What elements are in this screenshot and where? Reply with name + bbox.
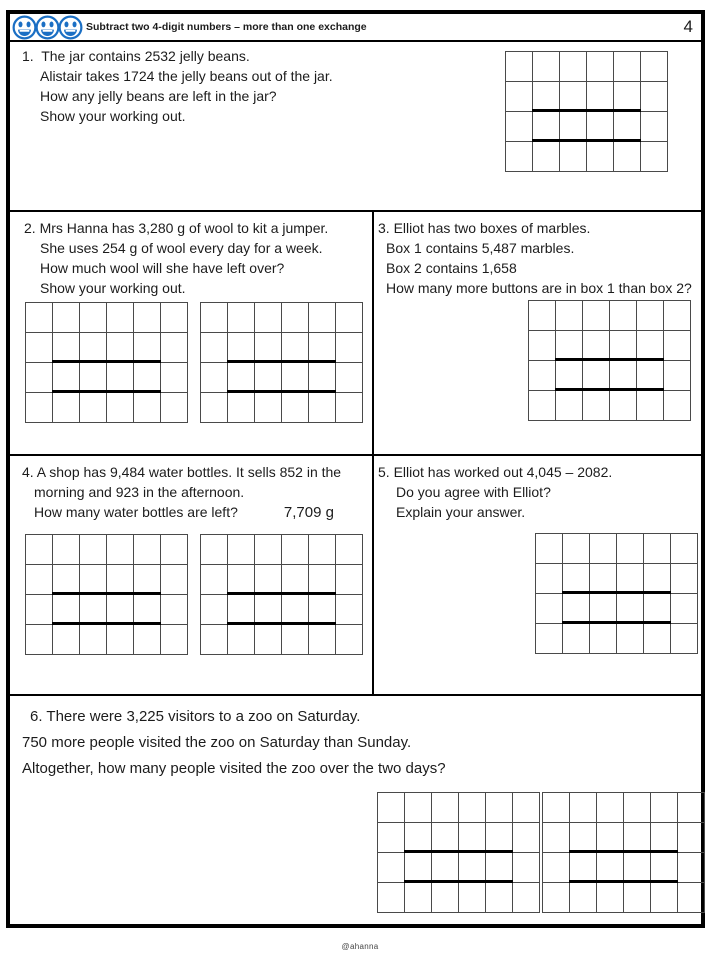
question-4 (22, 462, 341, 523)
answer-box-line (404, 880, 513, 883)
question-text-line: Do you agree with Elliot? (396, 484, 551, 500)
smiley-icon (12, 15, 37, 40)
answer-box-line (52, 390, 161, 393)
worksheet-sheet (6, 10, 705, 928)
answer-box-line (404, 850, 513, 853)
working-grid[interactable] (25, 302, 188, 423)
working-grid[interactable] (542, 792, 705, 913)
question-text-line: Box 2 contains 1,658 (386, 260, 517, 276)
answer-box-line (562, 591, 671, 594)
handwritten-answer: 7,709 g (283, 504, 334, 521)
working-grid[interactable] (535, 533, 698, 654)
answer-box-line (569, 850, 678, 853)
working-grid[interactable] (377, 792, 540, 913)
question-text-line: 4. A shop has 9,484 water bottles. It sells 852 in the (22, 464, 342, 480)
question-text-line: 2. Mrs Hanna has 3,280 g of wool to kit a jumper. (24, 220, 329, 236)
question-text: How many water bottles are left? (34, 504, 238, 520)
question-text-line: Show your working out. (40, 108, 186, 124)
question-text-line: How much wool will she have left over? (40, 260, 285, 276)
question-text-line: 1. The jar contains 2532 jelly beans. (22, 48, 250, 64)
question-6 (22, 704, 446, 782)
question-text-line: Altogether, how many people visited the zoo over the two days? (22, 760, 446, 777)
question-text-line: Alistair takes 1724 the jelly beans out of the jar. (40, 68, 333, 84)
working-grid[interactable] (505, 51, 668, 172)
question-text-line: 750 more people visited the zoo on Saturday than Sunday. (22, 734, 412, 751)
answer-box-line (562, 621, 671, 624)
question-2 (24, 218, 328, 298)
question-text-line: morning and 923 in the afternoon. (34, 484, 245, 500)
answer-box-line (52, 622, 161, 625)
answer-box-line (227, 390, 336, 393)
answer-box-line (555, 358, 664, 361)
smiley-icons (10, 15, 81, 40)
question-text-line: Box 1 contains 5,487 marbles. (386, 240, 575, 256)
question-text-line: How any jelly beans are left in the jar? (40, 88, 277, 104)
question-text-line (22, 502, 341, 523)
smiley-icon (58, 15, 83, 40)
answer-box-line (227, 360, 336, 363)
answer-box-line (227, 592, 336, 595)
section-divider (10, 454, 701, 456)
column-divider (372, 212, 374, 694)
credit: @ahanna (341, 942, 379, 951)
question-text-line: She uses 254 g of wool every day for a week. (40, 240, 323, 256)
question-text-line: How many more buttons are in box 1 than box 2? (386, 280, 692, 296)
answer-box-line (569, 880, 678, 883)
smiley-icon (35, 15, 60, 40)
section-divider (10, 210, 701, 212)
question-text-line: 5. Elliot has worked out 4,045 – 2082. (378, 464, 613, 480)
question-text-line: Explain your answer. (396, 504, 526, 520)
working-grid[interactable] (200, 534, 363, 655)
working-grid[interactable] (25, 534, 188, 655)
working-grid[interactable] (528, 300, 691, 421)
question-text-line: 3. Elliot has two boxes of marbles. (378, 220, 591, 236)
answer-box-line (52, 360, 161, 363)
question-text-line: Show your working out. (40, 280, 186, 296)
section-divider (10, 694, 701, 696)
answer-box-line (555, 388, 664, 391)
answer-box-line (532, 139, 641, 142)
question-3 (378, 218, 692, 298)
question-5 (378, 462, 612, 522)
answer-box-line (532, 109, 641, 112)
answer-box-line (227, 622, 336, 625)
page-number: 4 (683, 17, 693, 36)
working-grid[interactable] (200, 302, 363, 423)
question-text-line: 6. There were 3,225 visitors to a zoo on Saturday. (30, 708, 361, 725)
page-title: Subtract two 4-digit numbers – more than one exchange (86, 21, 367, 33)
header (10, 14, 701, 42)
question-1 (22, 46, 333, 126)
answer-box-line (52, 592, 161, 595)
